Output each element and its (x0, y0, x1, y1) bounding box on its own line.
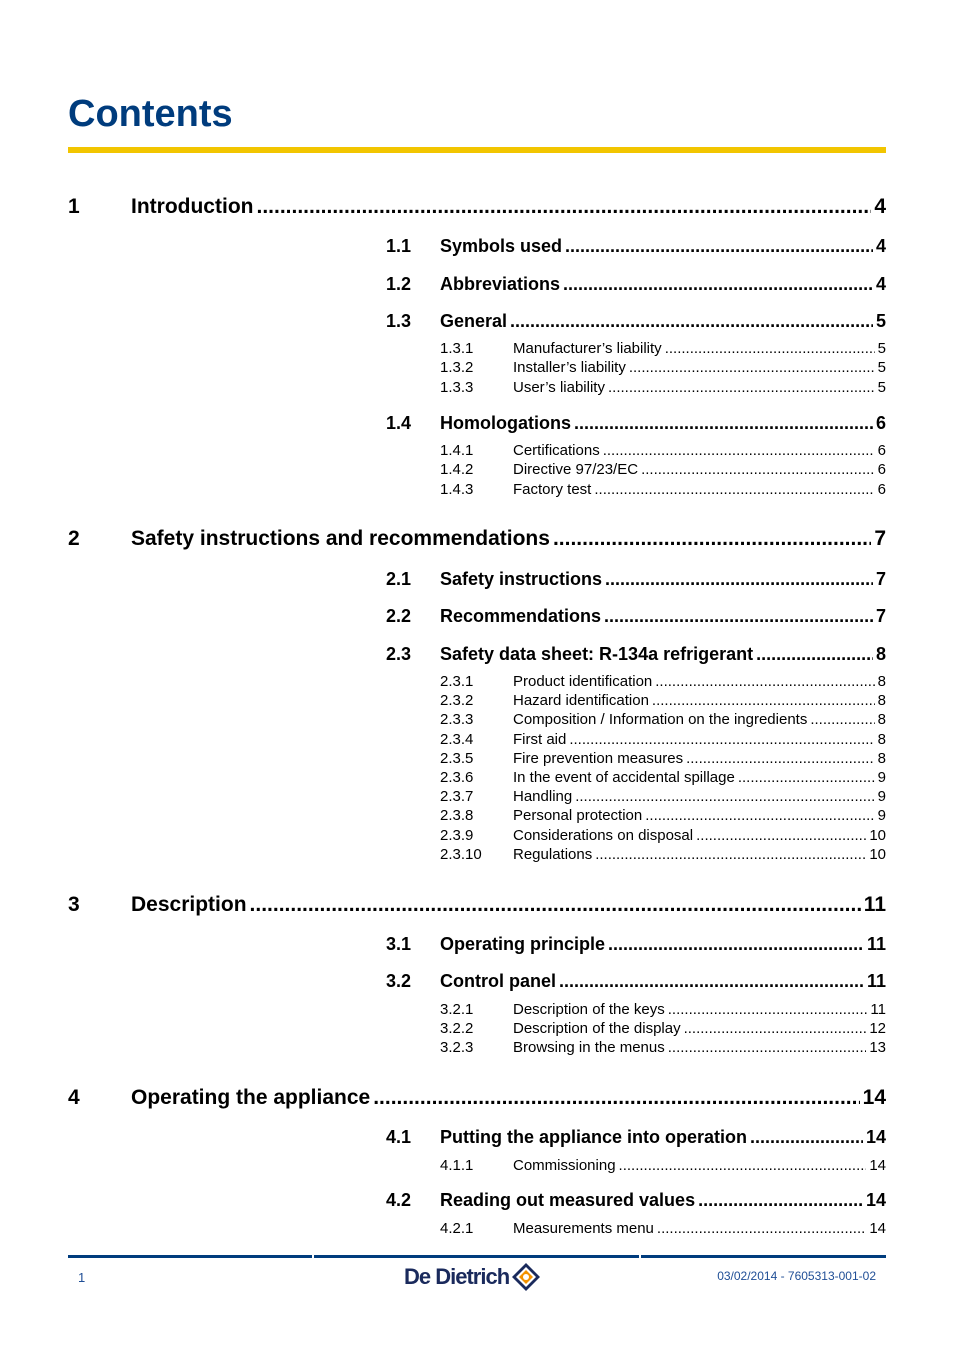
toc-title: Installer’s liability (513, 359, 626, 376)
dot-leader (652, 691, 875, 710)
toc-number: 2.3.4 (440, 731, 474, 748)
toc-number: 4.1 (386, 1127, 412, 1147)
toc-entry-level3[interactable] (440, 339, 886, 358)
toc-entry-level3[interactable] (440, 806, 886, 825)
toc-page: 5 (877, 340, 886, 357)
toc-number: 2.3.6 (440, 769, 474, 786)
toc-page: 11 (866, 934, 886, 954)
toc-entry-level2[interactable] (386, 643, 886, 665)
dot-leader (750, 1126, 863, 1148)
toc-number: 2.3 (386, 644, 412, 664)
toc-page: 13 (869, 1039, 886, 1056)
toc-number: 1.3 (386, 311, 412, 331)
toc-number: 1.3.2 (440, 359, 474, 376)
title-underline (68, 147, 886, 153)
toc-page: 11 (866, 971, 886, 991)
toc-entry-level3[interactable] (440, 1156, 886, 1175)
dot-leader (569, 730, 874, 749)
toc-page: 5 (877, 359, 886, 376)
toc-number: 4.2.1 (440, 1220, 474, 1237)
toc-entry-level3[interactable] (440, 480, 886, 499)
toc-entry-level2[interactable] (386, 970, 886, 992)
toc-number: 1.3.1 (440, 340, 474, 357)
toc-number: 1.1 (386, 236, 412, 256)
brand-logo-text: De Dietrich (404, 1264, 510, 1289)
dot-leader (604, 605, 873, 627)
toc-page: 14 (865, 1127, 886, 1147)
toc-title: Manufacturer’s liability (513, 340, 662, 357)
toc-entry-level3[interactable] (440, 749, 886, 768)
dot-leader (657, 1219, 866, 1238)
toc-page: 6 (875, 413, 886, 433)
toc-page: 9 (877, 807, 886, 824)
toc-page: 8 (877, 692, 886, 709)
toc-title: Safety data sheet: R-134a refrigerant (440, 644, 754, 664)
toc-number: 1.4 (386, 413, 412, 433)
toc-title: Measurements menu (513, 1220, 654, 1237)
toc-page: 8 (877, 750, 886, 767)
document-reference: 03/02/2014 - 7605313-001-02 (717, 1269, 876, 1283)
toc-number: 1.2 (386, 274, 412, 294)
toc-number: 1.4.2 (440, 461, 474, 478)
toc-number: 4 (68, 1086, 80, 1109)
dot-leader (256, 195, 871, 219)
toc-entry-level3[interactable] (440, 845, 886, 864)
toc-number: 3 (68, 893, 80, 916)
toc-page: 9 (877, 769, 886, 786)
toc-title: In the event of accidental spillage (513, 769, 735, 786)
toc-title: Safety instructions (440, 569, 603, 589)
dot-leader (665, 339, 875, 358)
toc-title: Product identification (513, 673, 653, 690)
toc-page: 14 (862, 1086, 886, 1109)
toc-page: 14 (869, 1220, 886, 1237)
dot-leader (686, 749, 875, 768)
toc-entry-level1[interactable] (68, 1086, 886, 1110)
toc-page: 4 (875, 274, 886, 294)
toc-entry-level2[interactable] (386, 605, 886, 627)
toc-page: 11 (863, 893, 886, 916)
dot-leader (756, 643, 873, 665)
dot-leader (668, 1000, 868, 1019)
toc-entry-level2[interactable] (386, 1189, 886, 1211)
toc-number: 2.3.2 (440, 692, 474, 709)
toc-entry-level2[interactable] (386, 273, 886, 295)
toc-title: Commissioning (513, 1157, 616, 1174)
dot-leader (738, 768, 875, 787)
toc-title: Reading out measured values (440, 1190, 696, 1210)
dot-leader (608, 378, 875, 397)
toc-title: Composition / Information on the ingredients (513, 711, 808, 728)
dot-leader (619, 1156, 867, 1175)
toc-number: 3.2.2 (440, 1020, 474, 1037)
toc-number: 2.3.5 (440, 750, 474, 767)
page-title: Contents (68, 93, 233, 135)
toc-page: 8 (875, 644, 886, 664)
toc-number: 1.4.3 (440, 481, 474, 498)
toc-entry-level3[interactable] (440, 358, 886, 377)
toc-entry-level2[interactable] (386, 1126, 886, 1148)
toc-page: 14 (869, 1157, 886, 1174)
dot-leader (608, 933, 864, 955)
dot-leader (641, 460, 875, 479)
footer-divider-gap (639, 1255, 641, 1258)
toc-entry-level2[interactable] (386, 235, 886, 257)
toc-page: 8 (877, 731, 886, 748)
footer-divider (68, 1255, 886, 1258)
dot-leader (684, 1019, 867, 1038)
toc-page: 8 (877, 673, 886, 690)
toc-number: 4.2 (386, 1190, 412, 1210)
toc-page: 12 (869, 1020, 886, 1037)
toc-entry-level3[interactable] (440, 672, 886, 691)
toc-title: Safety instructions and recommendations (131, 527, 550, 550)
toc-entry-level2[interactable] (386, 568, 886, 590)
toc-entry-level2[interactable] (386, 310, 886, 332)
toc-entry-level3[interactable] (440, 730, 886, 749)
toc-entry-level1[interactable] (68, 527, 886, 551)
toc-number: 3.2 (386, 971, 412, 991)
toc-page: 6 (877, 461, 886, 478)
dot-leader (810, 710, 874, 729)
toc-page: 9 (877, 788, 886, 805)
toc-number: 2.3.8 (440, 807, 474, 824)
dot-leader (559, 970, 864, 992)
toc-entry-level3[interactable] (440, 691, 886, 710)
toc-page: 4 (874, 195, 886, 218)
toc-number: 2.2 (386, 606, 412, 626)
toc-page: 14 (865, 1190, 886, 1210)
toc-title: Regulations (513, 846, 593, 863)
dot-leader (696, 826, 866, 845)
toc-entry-level1[interactable] (68, 195, 886, 219)
toc-entry-level3[interactable] (440, 787, 886, 806)
toc-number: 1 (68, 195, 80, 218)
toc-title: Symbols used (440, 236, 563, 256)
toc-title: Operating principle (440, 934, 606, 954)
toc-page: 7 (875, 606, 886, 626)
dot-leader (629, 358, 875, 377)
toc-number: 2.3.1 (440, 673, 474, 690)
toc-title: General (440, 311, 508, 331)
dot-leader (565, 235, 873, 257)
toc-page: 7 (875, 569, 886, 589)
dot-leader (373, 1086, 859, 1110)
toc-page: 8 (877, 711, 886, 728)
toc-title: Handling (513, 788, 573, 805)
toc-title: Hazard identification (513, 692, 649, 709)
toc-title: Considerations on disposal (513, 827, 694, 844)
toc-title: Factory test (513, 481, 592, 498)
toc-entry-level2[interactable] (386, 412, 886, 434)
toc-page: 10 (869, 827, 886, 844)
toc-title: Description of the display (513, 1020, 681, 1037)
toc-title: Putting the appliance into operation (440, 1127, 748, 1147)
toc-number: 3.2.3 (440, 1039, 474, 1056)
toc-title: Fire prevention measures (513, 750, 684, 767)
dot-leader (655, 672, 874, 691)
dot-leader (603, 441, 875, 460)
toc-title: Recommendations (440, 606, 602, 626)
page-number: 1 (78, 1270, 86, 1285)
toc-number: 1.4.1 (440, 442, 474, 459)
toc-title: Directive 97/23/EC (513, 461, 639, 478)
toc-title: Description (131, 893, 247, 916)
toc-title: User’s liability (513, 379, 605, 396)
toc-title: Certifications (513, 442, 600, 459)
toc-title: Homologations (440, 413, 571, 433)
toc-number: 2.3.10 (440, 846, 482, 863)
toc-page: 6 (877, 481, 886, 498)
dot-leader (250, 893, 861, 917)
toc-page: 5 (875, 311, 886, 331)
toc-page: 5 (877, 379, 886, 396)
dot-leader (594, 480, 874, 499)
dot-leader (563, 273, 873, 295)
dot-leader (645, 806, 874, 825)
toc-entry-level3[interactable] (440, 768, 886, 787)
dot-leader (510, 310, 873, 332)
toc-entry-level3[interactable] (440, 1219, 886, 1238)
toc-page: 10 (869, 846, 886, 863)
toc-entry-level1[interactable] (68, 893, 886, 917)
dot-leader (595, 845, 866, 864)
toc-page: 6 (877, 442, 886, 459)
toc-entry-level3[interactable] (440, 710, 886, 729)
toc-title: Abbreviations (440, 274, 561, 294)
toc-number: 3.2.1 (440, 1001, 474, 1018)
toc-number: 1.3.3 (440, 379, 474, 396)
brand-logo (404, 1261, 542, 1293)
toc-number: 2.3.7 (440, 788, 474, 805)
diamond-logo-icon (510, 1261, 542, 1293)
toc-number: 2.3.9 (440, 827, 474, 844)
dot-leader (553, 527, 871, 551)
toc-title: Control panel (440, 971, 556, 991)
toc-number: 3.1 (386, 934, 412, 954)
toc-title: Browsing in the menus (513, 1039, 665, 1056)
dot-leader (605, 568, 873, 590)
toc-title: Operating the appliance (131, 1086, 371, 1109)
toc-number: 4.1.1 (440, 1157, 474, 1174)
dot-leader (668, 1038, 867, 1057)
toc-number: 2 (68, 527, 80, 550)
toc-entry-level3[interactable] (440, 1019, 886, 1038)
toc-title: First aid (513, 731, 567, 748)
toc-number: 2.1 (386, 569, 412, 589)
toc-number: 2.3.3 (440, 711, 474, 728)
toc-page: 7 (874, 527, 886, 550)
toc-entry-level3[interactable] (440, 1038, 886, 1057)
toc-title: Description of the keys (513, 1001, 665, 1018)
toc-title: Personal protection (513, 807, 643, 824)
toc-entry-level3[interactable] (440, 378, 886, 397)
toc-page: 11 (870, 1001, 886, 1018)
toc-entry-level3[interactable] (440, 826, 886, 845)
dot-leader (698, 1189, 863, 1211)
toc-page: 4 (875, 236, 886, 256)
toc-entry-level3[interactable] (440, 441, 886, 460)
footer-divider-gap (312, 1255, 314, 1258)
dot-leader (574, 412, 873, 434)
dot-leader (575, 787, 874, 806)
toc-title: Introduction (131, 195, 254, 218)
toc-entry-level3[interactable] (440, 1000, 886, 1019)
toc-entry-level2[interactable] (386, 933, 886, 955)
toc-entry-level3[interactable] (440, 460, 886, 479)
